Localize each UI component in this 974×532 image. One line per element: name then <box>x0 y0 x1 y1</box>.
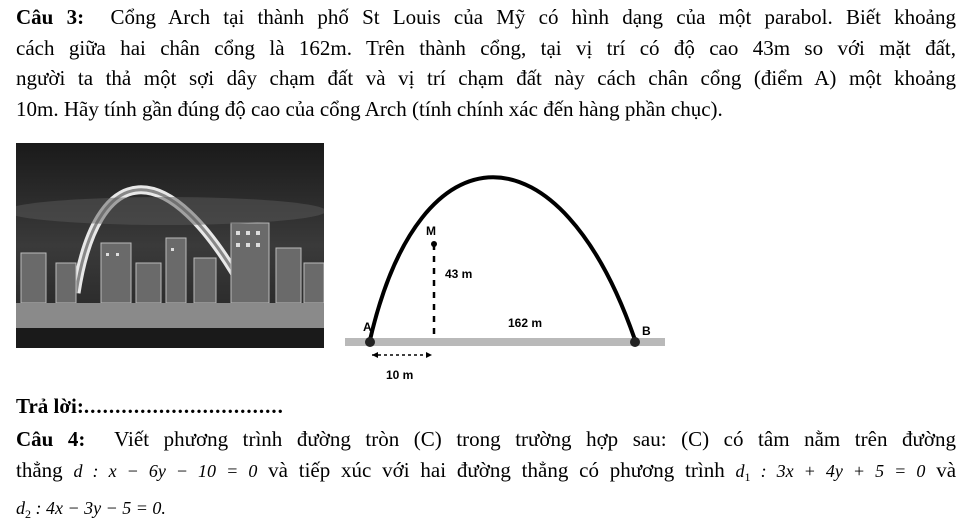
point-a-dot <box>365 337 375 347</box>
point-b-dot <box>630 337 640 347</box>
width-label: 162 m <box>508 316 543 330</box>
answer-label: Trả lời: <box>16 394 84 418</box>
answer-dots: ................................ <box>83 394 284 418</box>
point-b-label: B <box>642 324 651 338</box>
arch-photo <box>16 143 324 348</box>
point-m-label: M <box>426 224 436 238</box>
parabola-diagram <box>330 143 680 393</box>
question-4-line-2: thẳng d : x − 6y − 10 = 0 và tiếp xúc với hai đường thẳng có phương trình $d_1$ : 3x + 4y + 5 = 0 và <box>16 457 957 484</box>
equation-d2: $d_2$ : 4x − 3y − 5 = 0. <box>16 498 166 521</box>
question-3-line-3: người ta thả một sợi dây chạm đất và vị trí chạm đất này cách chân cổng (điểm A) một khoảng <box>16 66 956 90</box>
question-3-label: Câu 3: <box>16 5 85 29</box>
question-4 <box>16 424 956 530</box>
question-4-line-1: Câu 4: Viết phương trình đường tròn (C) trong trường hợp sau: (C) có tâm nằm trên đường <box>16 427 956 451</box>
question-3-line-4: 10m. Hãy tính gần đúng độ cao của cổng Arch (tính chính xác đến hàng phần chục). <box>16 96 723 121</box>
parabola-diagram-graphic <box>330 143 680 393</box>
parabola-curve <box>370 177 635 340</box>
question-3-line-1: Câu 3: Cổng Arch tại thành phố St Louis của Mỹ có hình dạng của một parabol. Biết khoảng <box>16 5 956 29</box>
question-3 <box>16 2 956 124</box>
equation-d: d : x − 6y − 10 = 0 <box>73 460 258 481</box>
offset-label: 10 m <box>386 368 414 382</box>
point-a-label: A <box>363 320 372 334</box>
question-4-label: Câu 4: <box>16 427 86 451</box>
question-3-line-2: cách giữa hai chân cổng là 162m. Trên thành cổng, tại vị trí có độ cao 43m so với mặt đất, <box>16 35 956 60</box>
arch-photo-graphic <box>16 143 324 348</box>
equation-d1: $d_1$ : 3x + 4y + 5 = 0 <box>735 460 926 484</box>
height-label: 43 m <box>445 267 473 281</box>
ground-bar <box>345 338 665 346</box>
answer-line <box>16 394 284 419</box>
question-4-line-3 <box>16 492 956 530</box>
